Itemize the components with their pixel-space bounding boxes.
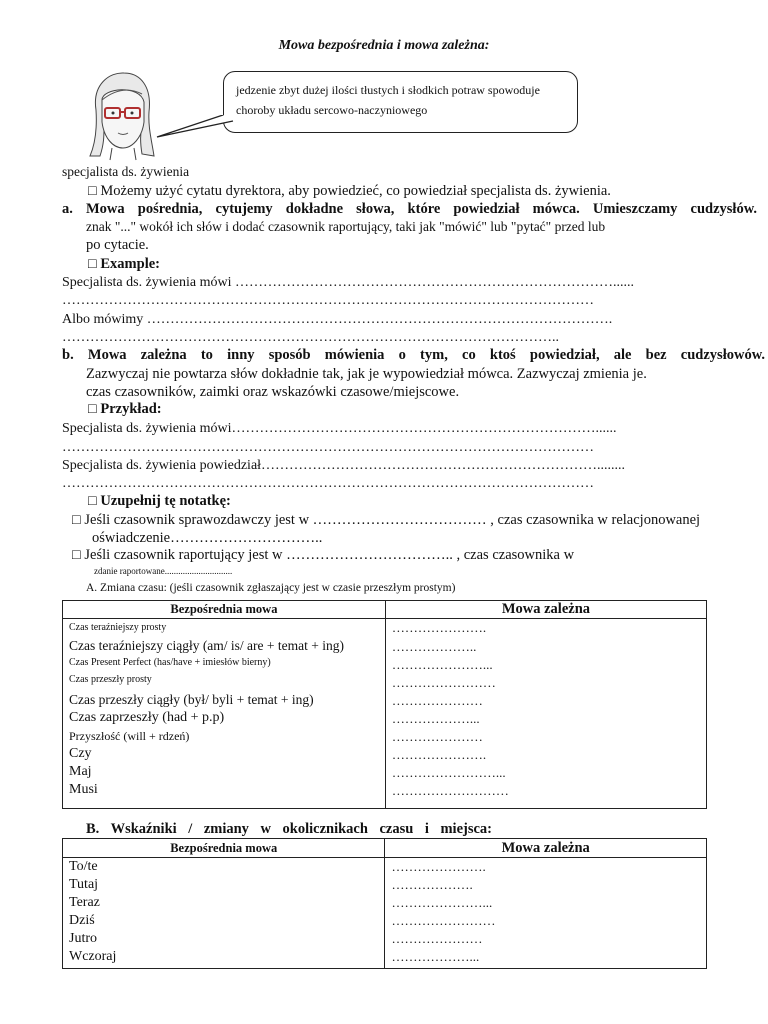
table-row-right: ……………………… <box>391 783 509 798</box>
table-row-right: …………………. <box>391 747 487 762</box>
speech-bubble-tail <box>155 115 235 140</box>
page-title: Mowa bezpośrednia i mowa zależna: <box>278 38 490 53</box>
table-row-left: Teraz <box>69 895 100 910</box>
table-row-right: …………………. <box>391 620 487 635</box>
table-row-right: …………………... <box>391 657 493 672</box>
note-line-2b: zdanie raportowane.............................. <box>94 566 233 576</box>
table-b-header-left: Bezpośrednia mowa <box>63 839 385 858</box>
table-row-right: ………………... <box>391 711 480 726</box>
speaker-label: specjalista ds. żywienia <box>62 164 190 179</box>
table-b-left-cell <box>63 858 385 969</box>
table-row-right: ………………... <box>391 949 480 964</box>
table-row-left: Czas teraźniejszy ciągły (am/ is/ are + temat + ing) <box>69 638 344 653</box>
table-row-left: Czas Present Perfect (has/have + imiesłów bierny) <box>69 657 271 668</box>
table-row-left: Dziś <box>69 913 95 928</box>
table-b-header-right: Mowa zależna <box>385 839 707 858</box>
table-a-right-cell <box>385 619 706 809</box>
table-row-left: Musi <box>69 782 98 797</box>
table-row-right: ……………….. <box>391 639 477 654</box>
przyklad-label: □ Przykład: <box>88 401 162 417</box>
table-row-left: Jutro <box>69 931 97 946</box>
table-row-right: ………………. <box>391 877 473 892</box>
przyklad-line-2b: …………………………………………………………………………………………………… <box>62 476 594 491</box>
przyklad-line-1b: …………………………………………………………………………………………………… <box>62 440 594 455</box>
example-line-2b: …………………………………………………………………………………………….. <box>62 330 559 345</box>
table-row-right: …………………… <box>391 675 496 690</box>
table-row-left: To/te <box>69 859 98 874</box>
table-row-right: …………………… <box>391 913 496 928</box>
section-a-heading: a. Mowa pośrednia, cytujemy dokładne słowa, które powiedział mówca. Umieszczamy cudzysłów. <box>62 201 757 217</box>
example-line-1: Specjalista ds. żywienia mówi ………………………………………………………………………...... <box>62 275 635 290</box>
table-b-caption: B. Wskaźniki / zmiany w okolicznikach czasu i miejsca: <box>86 821 492 837</box>
table-a-header-left: Bezpośrednia mowa <box>63 601 386 619</box>
time-place-table <box>62 838 707 969</box>
table-row-left: Czas teraźniejszy prosty <box>69 622 167 633</box>
table-a-left-cell <box>63 619 386 809</box>
table-row-right: …………………... <box>391 895 493 910</box>
tense-change-table <box>62 600 707 809</box>
table-row-left: Czas przeszły prosty <box>69 674 152 685</box>
section-b-heading: b. Mowa zależna to inny sposób mówienia o tym, co ktoś powiedział, ale bez cudzysłowów. <box>62 347 765 363</box>
section-b-line3: czas czasowników, zaimki oraz wskazówki czasowe/miejscowe. <box>86 384 460 400</box>
table-row-left: Czy <box>69 746 92 761</box>
speech-bubble-text: jedzenie zbyt dużej ilości tłustych i słodkich potraw spowoduje choroby układu sercowo-naczyniowego <box>236 83 540 117</box>
table-a-caption: A. Zmiana czasu: (jeśli czasownik zgłaszający jest w czasie przeszłym prostym) <box>86 582 456 594</box>
przyklad-line-1: Specjalista ds. żywienia mówi……………………………………………………………………...... <box>62 421 617 436</box>
example-line-1b: …………………………………………………………………………………………………… <box>62 293 594 308</box>
table-row-left: Czas zaprzeszły (had + p.p) <box>69 710 225 725</box>
section-a-line2: znak "..." wokół ich słów i dodać czasownik raportujący, taki jak "mówić" lub "pytać" przed lub <box>86 219 606 234</box>
table-row-left: Tutaj <box>69 877 99 892</box>
section-b-line2: Zazwyczaj nie powtarza słów dokładnie tak, jak je wypowiedział mówca. Zazwyczaj zmienia je. <box>86 366 647 382</box>
note-line-1b: oświadczenie………………………….. <box>92 530 323 546</box>
note-line-2: □ Jeśli czasownik raportujący jest w …………………………….. , czas czasownika w <box>72 547 575 563</box>
table-row-right: ………………… <box>391 931 483 946</box>
table-row-right: ……………………... <box>391 765 506 780</box>
przyklad-line-2: Specjalista ds. żywienia powiedział………………………………………………………………........ <box>62 458 626 473</box>
table-row-left: Czas przeszły ciągły (był/ byli + temat + ing) <box>69 692 314 707</box>
note-line-1: □ Jeśli czasownik sprawozdawczy jest w ……………………………… , czas czasownika w relacjonowanej <box>72 512 701 528</box>
table-row-left: Przyszłość (will + rdzeń) <box>69 729 190 743</box>
note-label: □ Uzupełnij tę notatkę: <box>88 493 231 509</box>
section-a-line3: po cytacie. <box>86 237 149 253</box>
table-row-left: Wczoraj <box>69 949 117 964</box>
table-row-left: Maj <box>69 764 92 779</box>
example-line-2: Albo mówimy ………………………………………………………………………………………. <box>62 312 613 327</box>
table-b-right-cell <box>385 858 707 969</box>
table-row-right: …………………. <box>391 859 486 874</box>
woman-with-glasses-icon <box>82 70 162 162</box>
table-a-header-right: Mowa zależna <box>385 601 706 619</box>
intro-text: □ Możemy użyć cytatu dyrektora, aby powiedzieć, co powiedział specjalista ds. żywienia. <box>88 183 611 199</box>
table-row-right: ………………… <box>391 693 483 708</box>
table-row-right: ………………… <box>391 729 483 744</box>
example-label: □ Example: <box>88 256 160 272</box>
